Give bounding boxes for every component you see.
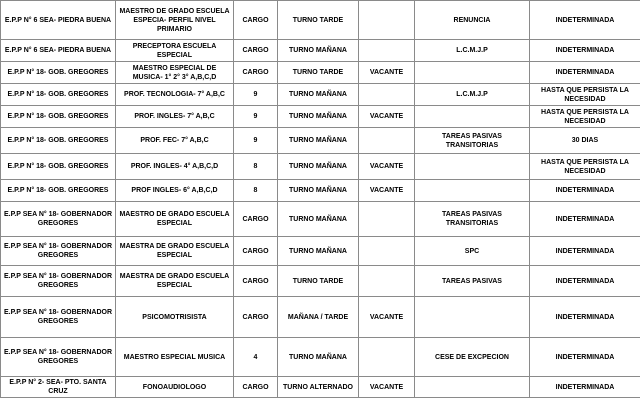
duration-cell: INDETERMINADA [530,202,640,237]
shift-cell: TURNO ALTERNADO [278,377,359,398]
hours-cell: CARGO [234,377,278,398]
hours-cell: CARGO [234,297,278,338]
duration-cell: INDETERMINADA [530,62,640,84]
duration-cell: INDETERMINADA [530,237,640,266]
duration-cell: INDETERMINADA [530,266,640,297]
school-cell: E.P.P SEA N° 18- GOBERNADOR GREGORES [1,266,116,297]
vacancy-cell [359,266,415,297]
school-cell: E.P.P SEA N° 18- GOBERNADOR GREGORES [1,202,116,237]
vacancy-cell: VACANTE [359,62,415,84]
school-cell: E.P.P N° 18- GOB. GREGORES [1,180,116,202]
duration-cell: INDETERMINADA [530,297,640,338]
table-row [1,297,640,338]
position-cell: MAESTRA DE GRADO ESCUELA ESPECIAL [116,237,234,266]
reason-cell: L.C.M.J.P [415,40,530,62]
duration-cell: 30 DIAS [530,128,640,154]
reason-cell: L.C.M.J.P [415,84,530,106]
shift-cell: TURNO MAÑANA [278,128,359,154]
position-cell: PROF. INGLES- 7° A,B,C [116,106,234,128]
table-row [1,106,640,128]
reason-cell [415,297,530,338]
position-cell: MAESTRO ESPECIAL DE MUSICA- 1° 2° 3° A,B,C,D [116,62,234,84]
hours-cell: 8 [234,154,278,180]
hours-cell: 9 [234,128,278,154]
school-cell: E.P.P N° 6 SEA- PIEDRA BUENA [1,40,116,62]
shift-cell: TURNO MAÑANA [278,40,359,62]
position-cell: PRECEPTORA ESCUELA ESPECIAL [116,40,234,62]
table-row [1,377,640,398]
duration-cell: HASTA QUE PERSISTA LA NECESIDAD [530,84,640,106]
shift-cell: TURNO TARDE [278,266,359,297]
reason-cell [415,106,530,128]
position-cell: FONOAUDIOLOGO [116,377,234,398]
hours-cell: CARGO [234,40,278,62]
vacancy-cell: VACANTE [359,377,415,398]
school-cell: E.P.P N° 18- GOB. GREGORES [1,84,116,106]
table-row [1,338,640,377]
school-cell: E.P.P N° 18- GOB. GREGORES [1,154,116,180]
shift-cell: TURNO MAÑANA [278,338,359,377]
school-cell: E.P.P N° 18- GOB. GREGORES [1,128,116,154]
school-cell: E.P.P SEA N° 18- GOBERNADOR GREGORES [1,297,116,338]
position-cell: PSICOMOTRISISTA [116,297,234,338]
duration-cell: INDETERMINADA [530,180,640,202]
shift-cell: TURNO MAÑANA [278,180,359,202]
position-cell: PROF INGLES- 6° A,B,C,D [116,180,234,202]
vacancy-cell [359,84,415,106]
shift-cell: TURNO MAÑANA [278,84,359,106]
hours-cell: 9 [234,106,278,128]
reason-cell [415,62,530,84]
school-cell: E.P.P SEA N° 18- GOBERNADOR GREGORES [1,237,116,266]
duration-cell: HASTA QUE PERSISTA LA NECESIDAD [530,106,640,128]
table-row [1,40,640,62]
reason-cell: SPC [415,237,530,266]
reason-cell: TAREAS PASIVAS TRANSITORIAS [415,202,530,237]
vacancy-cell: VACANTE [359,297,415,338]
school-cell: E.P.P N° 18- GOB. GREGORES [1,62,116,84]
shift-cell: TURNO MAÑANA [278,202,359,237]
vacancy-cell: VACANTE [359,154,415,180]
table-row [1,180,640,202]
hours-cell: CARGO [234,202,278,237]
position-cell: MAESTRO DE GRADO ESCUELA ESPECIAL [116,202,234,237]
reason-cell [415,154,530,180]
shift-cell: TURNO MAÑANA [278,106,359,128]
table-row [1,128,640,154]
reason-cell: TAREAS PASIVAS [415,266,530,297]
reason-cell [415,180,530,202]
vacancy-cell [359,202,415,237]
table-row [1,202,640,237]
shift-cell: TURNO TARDE [278,1,359,40]
table-row [1,154,640,180]
reason-cell [415,377,530,398]
vacancy-cell [359,1,415,40]
duration-cell: INDETERMINADA [530,377,640,398]
vacancy-cell [359,237,415,266]
school-cell: E.P.P N° 2- SEA- PTO. SANTA CRUZ [1,377,116,398]
duration-cell: HASTA QUE PERSISTA LA NECESIDAD [530,154,640,180]
duration-cell: INDETERMINADA [530,338,640,377]
school-cell: E.P.P SEA N° 18- GOBERNADOR GREGORES [1,338,116,377]
position-cell: MAESTRO DE GRADO ESCUELA ESPECIA- PERFIL NIVEL PRIMARIO [116,1,234,40]
vacancy-cell: VACANTE [359,106,415,128]
hours-cell: 9 [234,84,278,106]
reason-cell: RENUNCIA [415,1,530,40]
vacancy-cell: VACANTE [359,180,415,202]
hours-cell: 4 [234,338,278,377]
reason-cell: TAREAS PASIVAS TRANSITORIAS [415,128,530,154]
shift-cell: TURNO MAÑANA [278,154,359,180]
reason-cell: CESE DE EXCPECION [415,338,530,377]
vacancy-cell [359,40,415,62]
duration-cell: INDETERMINADA [530,40,640,62]
table-row [1,1,640,40]
shift-cell: TURNO MAÑANA [278,237,359,266]
position-cell: PROF. FEC- 7° A,B,C [116,128,234,154]
position-cell: MAESTRA DE GRADO ESCUELA ESPECIAL [116,266,234,297]
table-row [1,62,640,84]
shift-cell: TURNO TARDE [278,62,359,84]
table-row [1,266,640,297]
table-row [1,237,640,266]
hours-cell: CARGO [234,266,278,297]
position-cell: PROF. INGLES- 4° A,B,C,D [116,154,234,180]
shift-cell: MAÑANA / TARDE [278,297,359,338]
vacancy-cell [359,128,415,154]
hours-cell: CARGO [234,237,278,266]
school-cell: E.P.P N° 6 SEA- PIEDRA BUENA [1,1,116,40]
position-cell: PROF. TECNOLOGIA- 7° A,B,C [116,84,234,106]
hours-cell: CARGO [234,1,278,40]
hours-cell: CARGO [234,62,278,84]
position-cell: MAESTRO ESPECIAL MUSICA [116,338,234,377]
hours-cell: 8 [234,180,278,202]
school-cell: E.P.P N° 18- GOB. GREGORES [1,106,116,128]
duration-cell: INDETERMINADA [530,1,640,40]
vacancy-cell [359,338,415,377]
table-row [1,84,640,106]
